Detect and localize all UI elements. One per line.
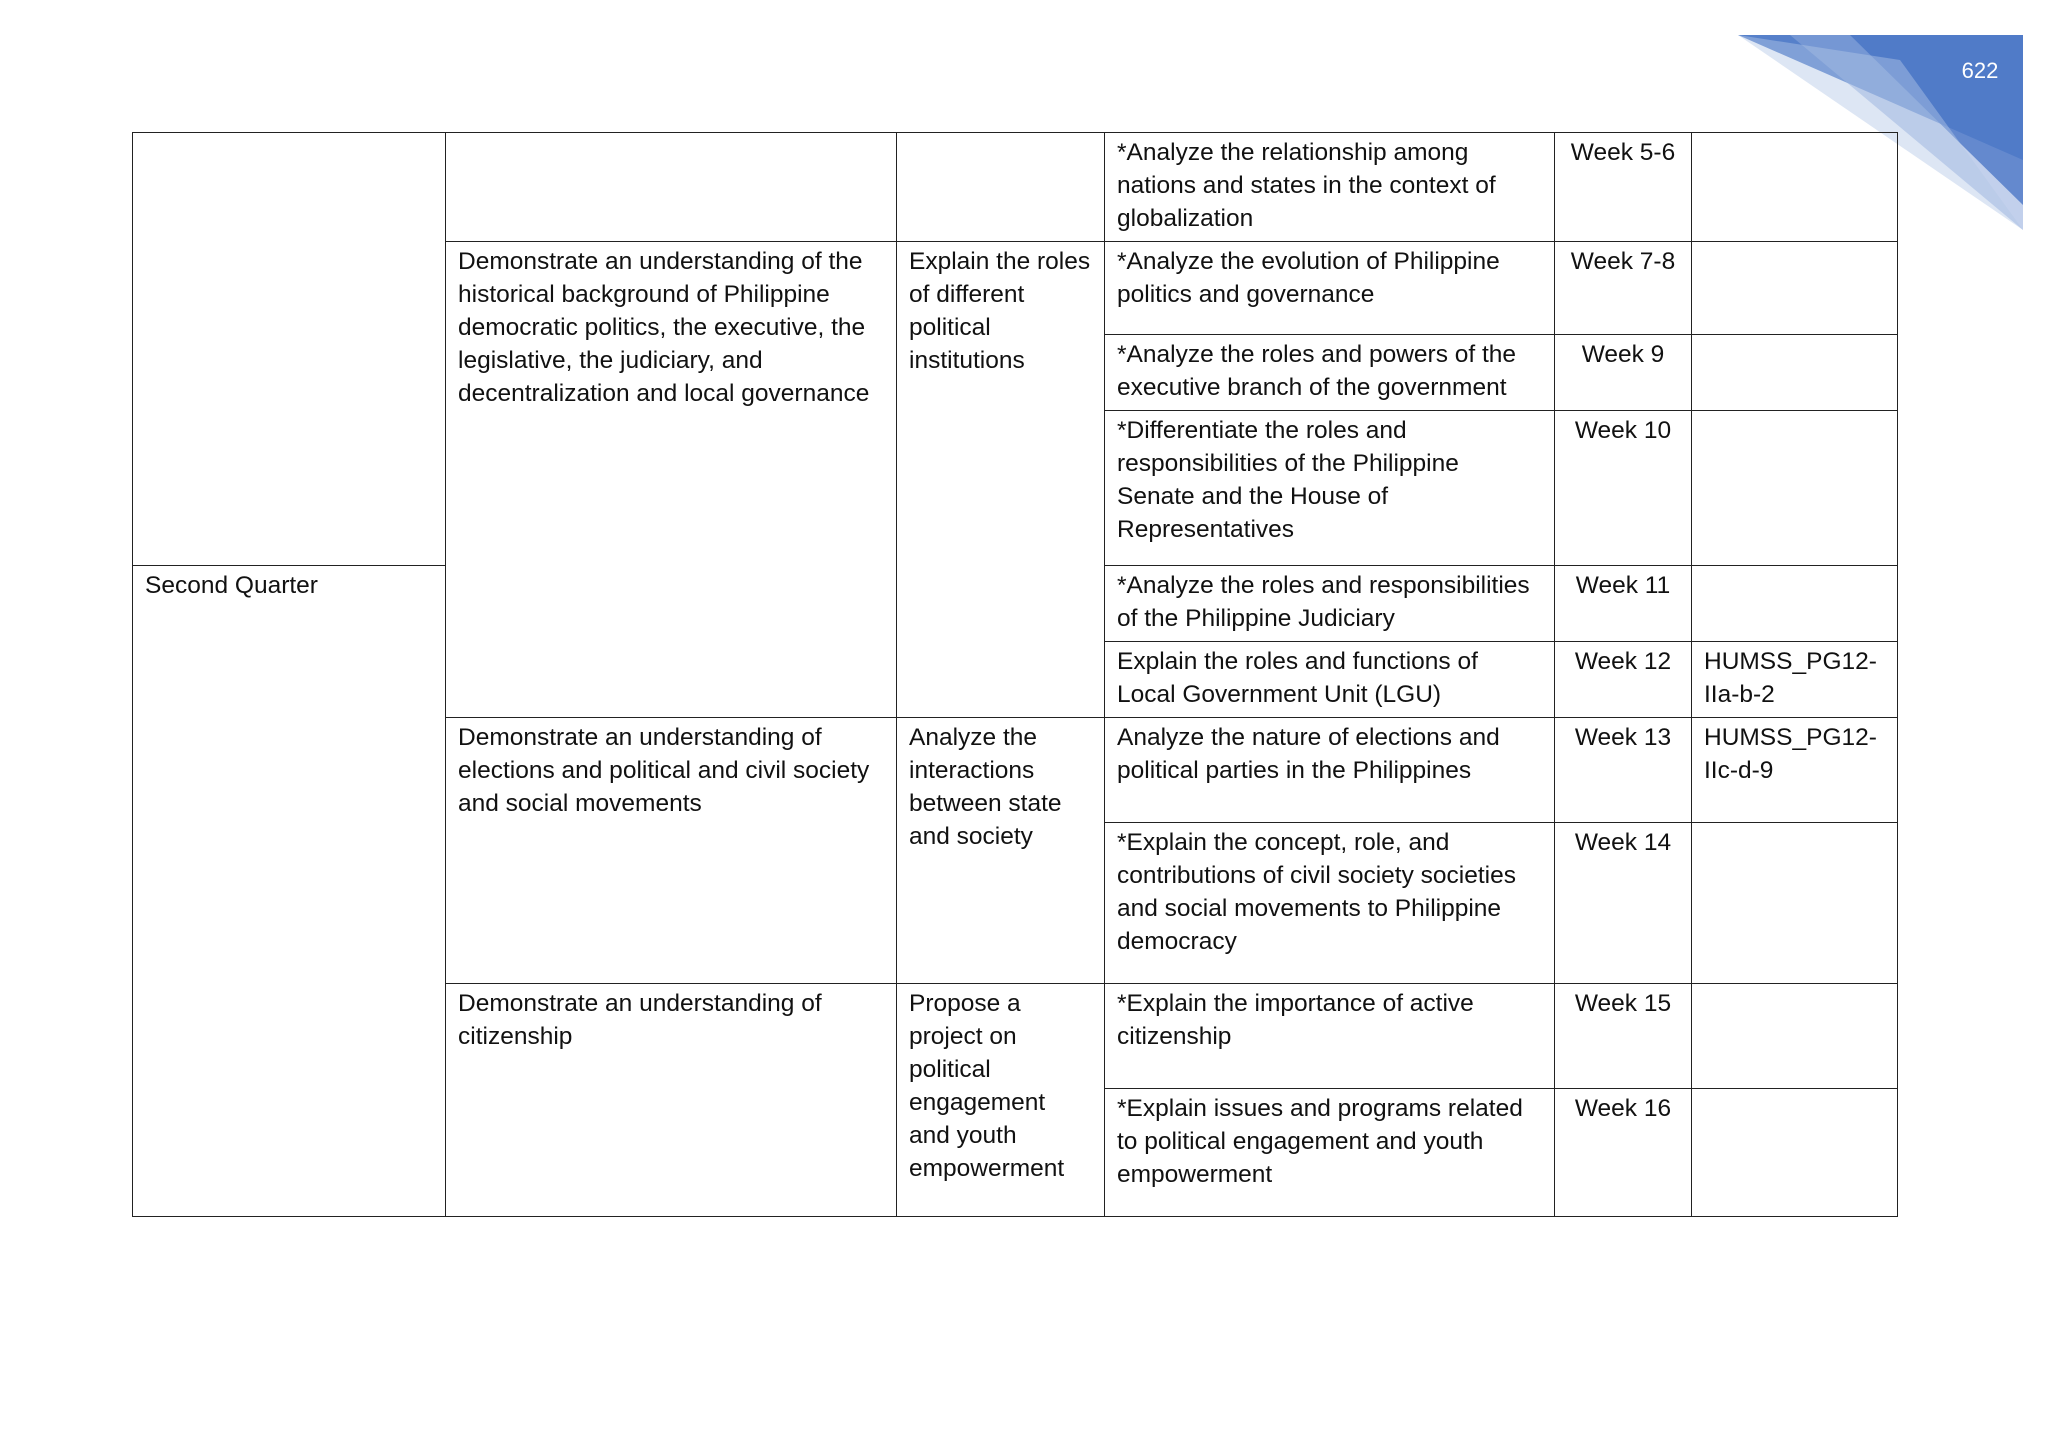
week-cell: Week 10 xyxy=(1555,411,1692,566)
performance-standard-cell: Explain the roles of different political institutions xyxy=(897,242,1105,718)
code-cell xyxy=(1692,411,1898,566)
content-standard-cell: Demonstrate an understanding of citizenship xyxy=(446,984,897,1217)
code-cell xyxy=(1692,984,1898,1089)
week-cell: Week 14 xyxy=(1555,823,1692,984)
week-cell: Week 12 xyxy=(1555,642,1692,718)
competency-cell: *Explain the concept, role, and contributions of civil society societies and social movements to Philippine democracy xyxy=(1105,823,1555,984)
curriculum-table xyxy=(132,132,1898,1217)
code-cell: HUMSS_PG12-IIa-b-2 xyxy=(1692,642,1898,718)
quarter-blank-cell xyxy=(133,133,446,566)
quarter-label: Second Quarter xyxy=(133,566,446,1217)
competency-cell: *Explain issues and programs related to political engagement and youth empowerment xyxy=(1105,1089,1555,1217)
competency-cell: *Analyze the roles and responsibilities of the Philippine Judiciary xyxy=(1105,566,1555,642)
competency-cell: *Analyze the relationship among nations and states in the context of globalization xyxy=(1105,133,1555,242)
week-cell: Week 9 xyxy=(1555,335,1692,411)
performance-standard-cell: Propose a project on political engagement and youth empowerment xyxy=(897,984,1105,1217)
week-cell: Week 11 xyxy=(1555,566,1692,642)
competency-cell: *Differentiate the roles and responsibilities of the Philippine Senate and the House of Representatives xyxy=(1105,411,1555,566)
week-cell: Week 13 xyxy=(1555,718,1692,823)
competency-cell: Analyze the nature of elections and political parties in the Philippines xyxy=(1105,718,1555,823)
competency-cell: *Explain the importance of active citizenship xyxy=(1105,984,1555,1089)
code-cell xyxy=(1692,1089,1898,1217)
content-standard-cell: Demonstrate an understanding of elections and political and civil society and social movements xyxy=(446,718,897,984)
code-cell xyxy=(1692,242,1898,335)
code-cell xyxy=(1692,566,1898,642)
week-cell: Week 7-8 xyxy=(1555,242,1692,335)
week-cell: Week 5-6 xyxy=(1555,133,1692,242)
week-cell: Week 16 xyxy=(1555,1089,1692,1217)
table-row xyxy=(133,133,1898,242)
competency-cell: *Analyze the evolution of Philippine politics and governance xyxy=(1105,242,1555,335)
content-standard-blank-cell xyxy=(446,133,897,242)
code-cell: HUMSS_PG12-IIc-d-9 xyxy=(1692,718,1898,823)
code-cell xyxy=(1692,823,1898,984)
code-cell xyxy=(1692,133,1898,242)
performance-standard-blank-cell xyxy=(897,133,1105,242)
content-standard-cell: Demonstrate an understanding of the historical background of Philippine democratic politics, the executive, the legislative, the judiciary, and decentralization and local governance xyxy=(446,242,897,718)
performance-standard-cell: Analyze the interactions between state and society xyxy=(897,718,1105,984)
week-cell: Week 15 xyxy=(1555,984,1692,1089)
page-number: 622 xyxy=(1961,58,1999,83)
competency-cell: Explain the roles and functions of Local Government Unit (LGU) xyxy=(1105,642,1555,718)
code-cell xyxy=(1692,335,1898,411)
competency-cell: *Analyze the roles and powers of the executive branch of the government xyxy=(1105,335,1555,411)
